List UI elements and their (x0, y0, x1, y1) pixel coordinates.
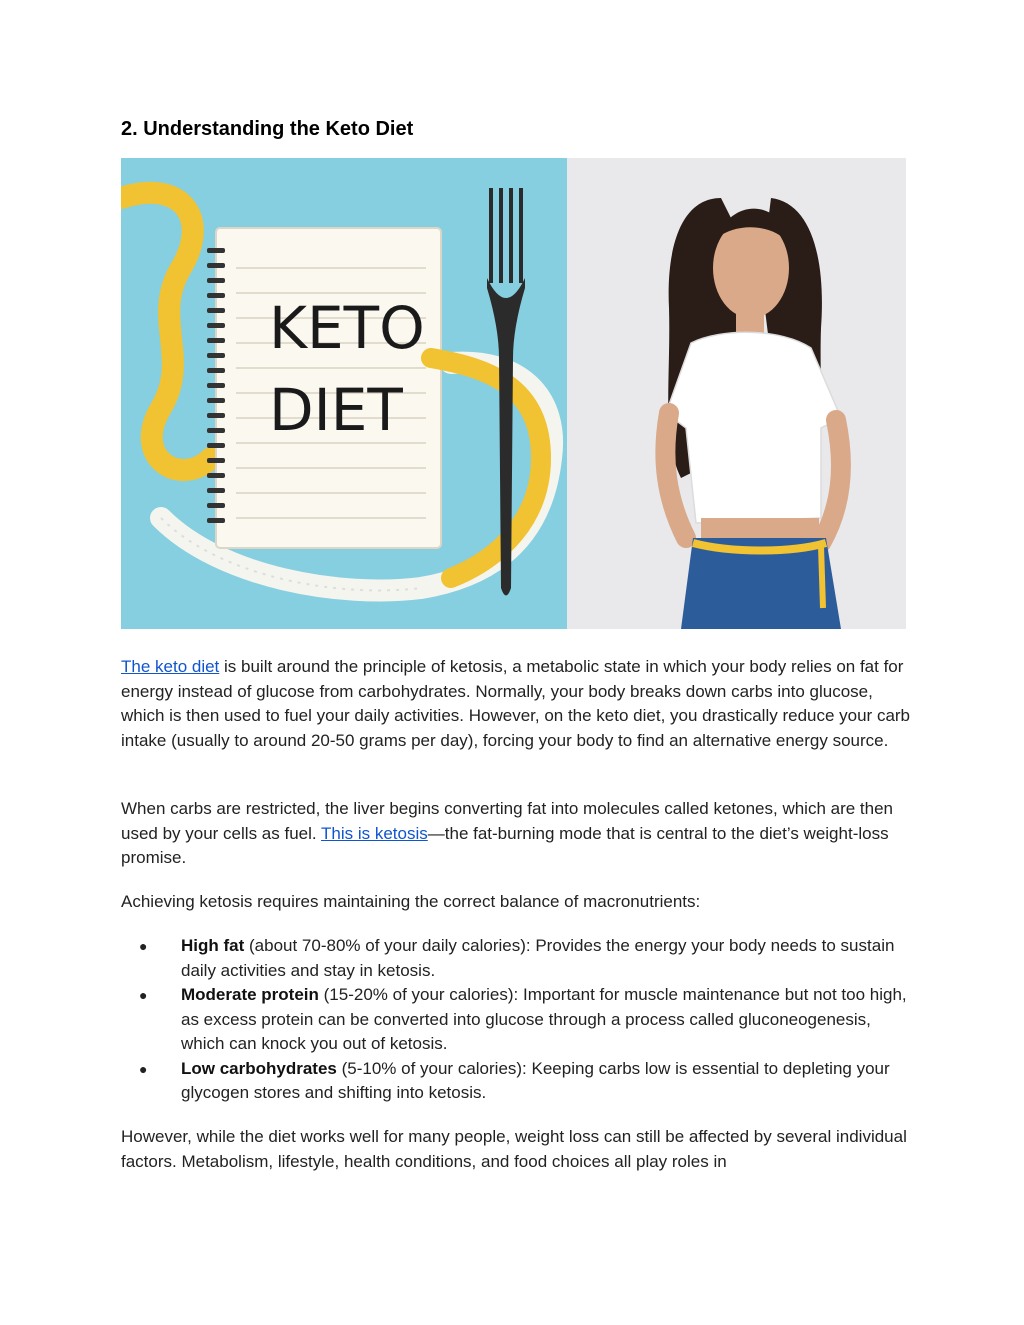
list-item-bold: Moderate protein (181, 985, 319, 1004)
list-item-text: (about 70-80% of your daily calories): Provides the energy your body needs to sustain daily activities and stay in ketosis. (181, 936, 895, 980)
woman-figure (665, 198, 841, 629)
list-item (121, 983, 911, 1057)
list-item-bold: High fat (181, 936, 245, 955)
paragraph-4 (121, 1125, 911, 1174)
keto-diet-link[interactable]: The keto diet (121, 657, 220, 676)
paragraph-2-text-after: —the fat-burning mode that is central to the diet’s weight-loss promise. (121, 823, 889, 867)
paragraph-3-text: Achieving ketosis requires maintaining the correct balance of macronutrients: (121, 892, 701, 911)
paragraph-2 (121, 797, 911, 871)
list-item-text: (15-20% of your calories): Important for muscle maintenance but not too high, as excess protein can be converted into glucose through a process called gluconeogenesis, which can knock you out of ketosis. (181, 985, 907, 1053)
ketosis-link[interactable]: This is ketosis (321, 823, 428, 843)
paragraph-2-text-before: When carbs are restricted, the liver begins converting fat into molecules called ketones, which are then used by your cells as fuel. (121, 799, 894, 843)
paragraph-4-text: However, while the diet works well for many people, weight loss can still be affected by several individual factors. Metabolism, lifestyle, health conditions, and food choices all play roles in (121, 1127, 907, 1171)
bullet-icon: ● (139, 987, 148, 1003)
list-item-text: (5-10% of your calories): Keeping carbs low is essential to depleting your glycogen stores and shifting into ketosis. (181, 1058, 890, 1102)
keto-diet-hero-image (121, 158, 906, 629)
bullet-icon: ● (139, 1060, 148, 1077)
list-item (121, 934, 911, 983)
list-item (121, 1057, 911, 1106)
section-heading: 2. Understanding the Keto Diet (121, 118, 414, 140)
paragraph-3 (121, 890, 911, 915)
list-item-bold: Low carbohydrates (181, 1058, 337, 1078)
bullet-icon: ● (139, 938, 148, 954)
macronutrient-list (121, 934, 911, 1106)
paragraph-1 (121, 655, 911, 753)
paragraph-1-text: is built around the principle of ketosis, a metabolic state in which your body relies on fat for energy instead of glucose from carbohydrates. Normally, your body breaks down carbs into glucose, which is then used to fuel your daily activities. However, on the keto diet, you drastically reduce your carb intake (usually to around 20-50 grams per day), forcing your body to find an alternative energy source. (121, 657, 911, 750)
notebook-text-keto: KETO (269, 294, 425, 362)
notebook-text-diet: DIET (269, 376, 403, 444)
